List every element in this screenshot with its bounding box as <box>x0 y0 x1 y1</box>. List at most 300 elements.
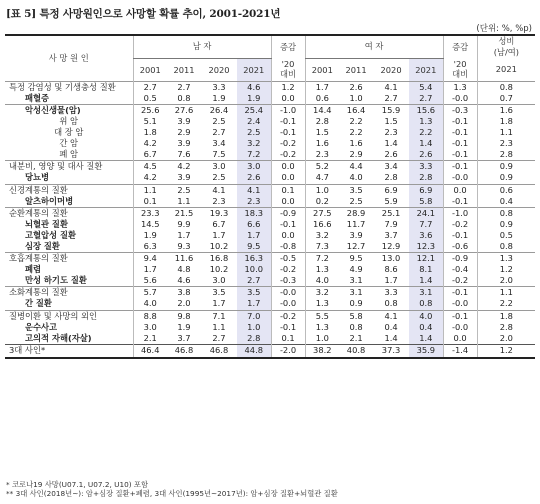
cell-female-2001: 0.2 <box>305 196 339 208</box>
cell-male-2001: 6.7 <box>133 149 167 161</box>
cell-female-diff: -0.1 <box>443 149 477 161</box>
cell-male-2020: 2.7 <box>212 332 226 343</box>
cell-sex-ratio-2021: 2.2 <box>477 298 535 310</box>
cell-female-diff: 1.3 <box>443 81 477 93</box>
cell-female-2001: 3.2 <box>305 287 339 299</box>
cell-female-2021: 24.1 <box>409 207 443 219</box>
cell-male-2011: 1.1 <box>177 195 191 206</box>
cell-female-2021: 15.6 <box>409 104 443 116</box>
cell-female-diff: -0.0 <box>443 172 477 184</box>
cell-male-diff: -0.2 <box>271 310 305 322</box>
cell-male-2001: 14.5 <box>133 219 167 230</box>
table-row <box>5 116 535 127</box>
cell-female-2020: 3.4 <box>373 161 409 173</box>
table-row <box>5 322 535 333</box>
cell-male-2021: 2.8 <box>237 333 271 345</box>
cell-male-2001: 1.1 <box>133 184 167 196</box>
cell-female-2021: 5.8 <box>409 196 443 208</box>
table-row <box>5 172 535 184</box>
cell-male-2020: 26.4 <box>201 104 237 116</box>
cell-male-2021: 7.2 <box>237 149 271 161</box>
cell-female-2001: 14.4 <box>305 104 339 116</box>
cell-female-2011: 4.4 <box>339 161 373 173</box>
cell-male-diff: 1.2 <box>271 81 305 93</box>
cell-female-2021: 1.3 <box>409 116 443 127</box>
cell-male-2001: 46.4 <box>133 344 167 358</box>
cause-label: 신경계통의 질환 <box>5 184 133 196</box>
cell-male-diff: -0.0 <box>271 287 305 299</box>
cell-sex-ratio-2021: 1.2 <box>477 344 535 358</box>
cell-male-2021: 16.3 <box>237 253 271 265</box>
cell-male-2011: 3.7 <box>177 332 191 343</box>
cell-female-2021: 2.8 <box>409 172 443 184</box>
table-row <box>5 93 535 105</box>
cell-female-diff: -0.9 <box>443 253 477 265</box>
table-row <box>5 253 535 265</box>
cell-male-diff: -2.0 <box>271 344 305 358</box>
table-row <box>5 287 535 299</box>
cell-female-2011: 0.9 <box>349 298 363 309</box>
cell-female-diff: 0.0 <box>443 333 477 345</box>
cell-female-2011: 16.4 <box>339 104 373 116</box>
cell-female-2011: 2.9 <box>349 149 363 160</box>
cell-male-diff: -1.0 <box>271 104 305 116</box>
gap-year: 2021 <box>477 58 535 81</box>
cell-male-diff: 0.0 <box>271 230 305 241</box>
cell-male-2011: 2.0 <box>177 298 191 309</box>
cell-male-2021: 1.7 <box>237 298 271 310</box>
cell-sex-ratio-2021: 1.1 <box>477 287 535 299</box>
cell-male-2020: 1.9 <box>212 92 226 103</box>
cause-label: 대 장 암 <box>54 127 84 138</box>
cell-female-diff: -0.0 <box>443 322 477 333</box>
cause-label: 패혈증 <box>25 92 50 103</box>
cell-female-2011: 40.8 <box>339 344 373 358</box>
cell-sex-ratio-2021: 0.6 <box>477 184 535 196</box>
cell-female-2020: 0.8 <box>384 298 398 309</box>
cell-female-2001: 27.5 <box>305 207 339 219</box>
cell-male-2020: 3.3 <box>201 81 237 93</box>
cell-female-2020: 1.4 <box>384 138 398 149</box>
cell-female-2001: 1.7 <box>305 81 339 93</box>
cell-male-2020: 2.5 <box>212 172 226 183</box>
cell-male-diff: 0.1 <box>271 333 305 345</box>
cause-label: 3대 사인* <box>5 344 133 358</box>
cell-sex-ratio-2021: 1.8 <box>477 116 535 127</box>
cell-female-2020: 4.1 <box>373 310 409 322</box>
cell-female-2020: 4.1 <box>373 81 409 93</box>
cell-female-diff: -0.1 <box>443 161 477 173</box>
cell-female-diff: -0.2 <box>443 275 477 287</box>
cell-male-diff: -0.2 <box>271 138 305 149</box>
cell-male-2011: 9.9 <box>177 218 191 229</box>
table-row <box>5 104 535 116</box>
cell-female-2021: 35.9 <box>409 344 443 358</box>
cell-male-2001: 5.6 <box>133 275 167 287</box>
cause-label: 폐 암 <box>59 149 79 160</box>
cell-male-2021: 2.7 <box>237 275 271 287</box>
cell-male-2021: 1.9 <box>237 93 271 105</box>
table-row <box>5 207 535 219</box>
cell-female-2001: 1.6 <box>305 138 339 149</box>
gap-header-line1: 성비 <box>498 36 515 46</box>
cell-male-2001: 2.1 <box>133 333 167 345</box>
cell-sex-ratio-2021: 2.0 <box>477 333 535 345</box>
cell-female-2001: 3.2 <box>305 230 339 241</box>
cell-male-2020: 4.1 <box>201 184 237 196</box>
table-row <box>5 241 535 253</box>
cell-sex-ratio-2021: 2.0 <box>477 275 535 287</box>
cell-male-diff: -0.1 <box>271 322 305 333</box>
cell-male-2020: 6.7 <box>212 218 226 229</box>
cell-female-2011: 3.9 <box>349 229 363 240</box>
cell-male-2021: 3.5 <box>237 287 271 299</box>
cell-male-2001: 25.6 <box>133 104 167 116</box>
cell-sex-ratio-2021: 2.8 <box>477 322 535 333</box>
cell-female-2011: 11.7 <box>346 218 366 229</box>
footnote-2: ** 3대 사인(2018년~): 암+심장 질환+폐렴, 3대 사인(1995년~2017년): 암+심장 질환+뇌혈관 질환 <box>6 489 338 498</box>
cell-male-2020: 3.0 <box>212 275 226 286</box>
cell-male-2001: 4.5 <box>133 161 167 173</box>
cell-male-diff: 0.0 <box>271 93 305 105</box>
cell-female-diff: -0.6 <box>443 241 477 253</box>
cell-male-diff: -0.5 <box>271 253 305 265</box>
cause-label: 특정 감염성 및 기생충성 질환 <box>5 81 133 93</box>
cell-male-2020: 1.1 <box>212 321 226 332</box>
cell-male-2001: 4.2 <box>133 172 167 184</box>
cell-female-2021: 0.8 <box>409 298 443 310</box>
cell-male-2020: 7.1 <box>201 310 237 322</box>
cell-male-2020: 10.2 <box>209 241 229 251</box>
cell-female-2021: 7.7 <box>409 219 443 230</box>
cause-label: 소화계통의 질환 <box>5 287 133 299</box>
cell-female-2001: 5.2 <box>305 161 339 173</box>
cell-male-2011: 4.2 <box>167 161 201 173</box>
cell-female-diff: -0.1 <box>443 127 477 138</box>
cell-female-2021: 1.4 <box>409 138 443 149</box>
cell-male-diff: -0.1 <box>271 219 305 230</box>
cell-female-2021: 1.4 <box>409 275 443 287</box>
cell-male-2020: 46.8 <box>201 344 237 358</box>
cell-female-2020: 15.9 <box>373 104 409 116</box>
female-diff-sub-line2: 대비 <box>452 69 469 80</box>
cell-male-2001: 1.8 <box>133 127 167 138</box>
gap-header <box>477 35 535 58</box>
cell-female-2020: 25.1 <box>373 207 409 219</box>
cell-male-diff: 0.0 <box>271 196 305 208</box>
cell-sex-ratio-2021: 1.3 <box>477 253 535 265</box>
death-probability-table <box>5 34 535 359</box>
male-diff-sub <box>271 58 305 81</box>
cell-male-2001: 8.8 <box>133 310 167 322</box>
cell-male-2011: 2.5 <box>167 184 201 196</box>
cell-female-2021: 5.4 <box>409 81 443 93</box>
cell-male-2021: 7.0 <box>237 310 271 322</box>
cell-female-2021: 3.6 <box>409 230 443 241</box>
cell-male-2011: 4.8 <box>177 264 191 275</box>
cell-female-diff: -0.1 <box>443 287 477 299</box>
table-row <box>5 81 535 93</box>
cell-female-2021: 3.1 <box>409 287 443 299</box>
cell-male-2011: 0.8 <box>177 92 191 103</box>
cell-male-2001: 5.7 <box>133 287 167 299</box>
table-row <box>5 196 535 208</box>
cell-male-2021: 1.7 <box>237 230 271 241</box>
cell-male-2021: 44.8 <box>237 344 271 358</box>
cause-label: 당뇨병 <box>25 172 50 183</box>
cell-female-diff: -0.1 <box>443 230 477 241</box>
cell-female-diff: -0.1 <box>443 196 477 208</box>
cell-male-2011: 4.6 <box>177 275 191 286</box>
cell-female-2011: 5.8 <box>339 310 373 322</box>
cell-male-2021: 2.6 <box>237 172 271 184</box>
cause-label: 고의적 자해(자살) <box>25 332 92 343</box>
cell-male-2021: 2.5 <box>237 127 271 138</box>
cell-female-diff: -0.4 <box>443 264 477 275</box>
table-row <box>5 310 535 322</box>
table-row <box>5 161 535 173</box>
cell-male-2011: 3.9 <box>177 138 191 149</box>
cell-male-2011: 21.5 <box>167 207 201 219</box>
cell-female-diff: 0.0 <box>443 184 477 196</box>
cell-sex-ratio-2021: 0.9 <box>477 219 535 230</box>
cell-female-2001: 5.5 <box>305 310 339 322</box>
cell-female-2020: 37.3 <box>373 344 409 358</box>
cell-male-2011: 2.9 <box>177 127 191 138</box>
cell-female-diff: -0.1 <box>443 116 477 127</box>
cell-sex-ratio-2021: 0.9 <box>477 161 535 173</box>
cell-female-diff: -0.0 <box>443 298 477 310</box>
cell-male-2001: 1.7 <box>133 264 167 275</box>
cell-male-2020: 19.3 <box>201 207 237 219</box>
cell-female-2021: 0.4 <box>409 322 443 333</box>
cell-male-2001: 5.1 <box>133 116 167 127</box>
table-body <box>5 81 535 358</box>
table-row <box>5 184 535 196</box>
cell-male-2020: 3.5 <box>201 287 237 299</box>
cell-male-2020: 7.5 <box>212 149 226 160</box>
cell-male-2021: 3.0 <box>237 161 271 173</box>
cell-male-2011: 3.9 <box>177 172 191 183</box>
cause-label: 질병이환 및 사망의 외인 <box>5 310 133 322</box>
cell-sex-ratio-2021: 1.8 <box>477 310 535 322</box>
cell-sex-ratio-2021: 0.8 <box>477 207 535 219</box>
cell-male-diff: -0.9 <box>271 207 305 219</box>
male-diff-sub-line2: 대비 <box>280 69 297 80</box>
cause-label: 순환계통의 질환 <box>5 207 133 219</box>
cell-male-diff: -0.1 <box>271 127 305 138</box>
cell-male-2011: 2.7 <box>167 81 201 93</box>
cell-male-2001: 0.5 <box>133 93 167 105</box>
cell-male-2011: 9.3 <box>177 241 191 251</box>
cell-female-2021: 3.3 <box>409 161 443 173</box>
cell-female-2011: 28.9 <box>339 207 373 219</box>
cell-male-2011: 11.6 <box>167 253 201 265</box>
cell-female-2001: 2.8 <box>305 116 339 127</box>
cell-female-2020: 6.9 <box>373 184 409 196</box>
cell-male-2021: 1.0 <box>237 322 271 333</box>
male-diff-header: 증감 <box>271 35 305 58</box>
cell-female-2011: 2.1 <box>349 332 363 343</box>
cell-female-2011: 2.2 <box>349 115 363 126</box>
cell-female-2001: 1.3 <box>305 264 339 275</box>
cell-female-diff: -0.0 <box>443 93 477 105</box>
cell-male-2011: 1.7 <box>177 229 191 240</box>
cell-male-2001: 4.2 <box>133 138 167 149</box>
cell-male-2020: 1.7 <box>212 298 226 309</box>
cell-male-2020: 2.3 <box>212 195 226 206</box>
cell-female-2011: 2.6 <box>339 81 373 93</box>
cell-female-2011: 1.0 <box>349 92 363 103</box>
cause-label: 운수사고 <box>25 321 58 332</box>
footnote-1: * 코로나19 사망(U07.1, U07.2, U10) 포함 <box>6 480 149 489</box>
cell-female-2011: 9.5 <box>339 253 373 265</box>
male-header: 남 자 <box>133 35 271 58</box>
cell-female-diff: -0.1 <box>443 310 477 322</box>
cell-female-2020: 1.5 <box>384 115 398 126</box>
cell-male-2001: 3.0 <box>133 322 167 333</box>
cell-female-2021: 6.9 <box>409 184 443 196</box>
cell-female-2001: 7.3 <box>305 241 339 253</box>
cell-male-2021: 18.3 <box>237 207 271 219</box>
female-year-2001: 2001 <box>305 58 339 81</box>
cell-female-2011: 2.5 <box>349 195 363 206</box>
cell-female-2021: 12.3 <box>409 241 443 253</box>
cell-female-2011: 4.9 <box>349 264 363 275</box>
cell-female-2001: 1.3 <box>305 322 339 333</box>
table-row <box>5 138 535 149</box>
cause-label: 뇌혈관 질환 <box>25 218 68 229</box>
cell-male-2021: 10.0 <box>237 264 271 275</box>
cell-male-diff: 0.1 <box>271 184 305 196</box>
cell-female-diff: -0.2 <box>443 219 477 230</box>
cause-header: 사 망 원 인 <box>5 35 133 81</box>
footnotes <box>6 480 338 498</box>
cell-sex-ratio-2021: 0.7 <box>477 93 535 105</box>
cell-male-2011: 9.8 <box>167 310 201 322</box>
cell-female-2020: 7.9 <box>384 218 398 229</box>
female-diff-sub <box>443 58 477 81</box>
cell-sex-ratio-2021: 0.9 <box>477 172 535 184</box>
cell-female-2011: 3.1 <box>339 287 373 299</box>
cause-label: 폐렴 <box>25 264 42 275</box>
cause-label: 알츠하이머병 <box>25 195 74 206</box>
cell-female-2020: 2.7 <box>384 92 398 103</box>
cell-male-2021: 6.6 <box>237 219 271 230</box>
cell-male-2001: 23.3 <box>133 207 167 219</box>
female-diff-header: 증감 <box>443 35 477 58</box>
cell-female-diff: -0.3 <box>443 104 477 116</box>
cell-male-2001: 2.7 <box>133 81 167 93</box>
cause-label: 만성 하기도 질환 <box>25 275 87 286</box>
cell-sex-ratio-2021: 0.4 <box>477 196 535 208</box>
cell-male-2021: 9.5 <box>237 241 271 253</box>
male-diff-sub-line1: '20 <box>281 59 295 70</box>
cell-female-2001: 4.0 <box>305 275 339 287</box>
table-row <box>5 264 535 275</box>
cause-label: 위 암 <box>59 115 79 126</box>
female-year-2020: 2020 <box>380 64 402 75</box>
male-year-2020: 2020 <box>208 64 230 75</box>
cause-label: 심장 질환 <box>25 241 60 251</box>
cell-male-diff: 0.0 <box>271 161 305 173</box>
cell-sex-ratio-2021: 1.6 <box>477 104 535 116</box>
male-year-2011: 2011 <box>173 64 195 75</box>
cell-female-2020: 3.7 <box>384 229 398 240</box>
cell-male-2021: 25.4 <box>237 104 271 116</box>
table-row <box>5 149 535 161</box>
cell-male-2020: 2.7 <box>212 127 226 138</box>
cell-female-2021: 8.1 <box>409 264 443 275</box>
cell-male-diff: -0.2 <box>271 149 305 161</box>
table-row <box>5 127 535 138</box>
cell-female-2001: 16.6 <box>305 219 339 230</box>
cell-male-2011: 3.8 <box>167 287 201 299</box>
cell-female-2001: 1.3 <box>305 298 339 310</box>
cell-female-diff: -1.0 <box>443 207 477 219</box>
cell-female-2001: 2.3 <box>305 149 339 161</box>
unit-label: (단위: %, %p) <box>476 24 532 34</box>
cell-male-2021: 4.1 <box>237 184 271 196</box>
cell-male-diff: 0.0 <box>271 172 305 184</box>
cell-sex-ratio-2021: 0.5 <box>477 230 535 241</box>
cell-female-2020: 1.7 <box>384 275 398 286</box>
cell-female-2001: 1.5 <box>305 127 339 138</box>
cell-male-2021: 2.3 <box>237 196 271 208</box>
cell-male-2001: 6.3 <box>133 241 167 253</box>
cell-female-2021: 4.0 <box>409 310 443 322</box>
cell-female-2021: 2.2 <box>409 127 443 138</box>
cell-female-diff: -1.4 <box>443 344 477 358</box>
cell-female-2001: 38.2 <box>305 344 339 358</box>
cell-male-2020: 3.0 <box>201 161 237 173</box>
cell-female-2020: 13.0 <box>373 253 409 265</box>
cell-male-2001: 9.4 <box>133 253 167 265</box>
cell-sex-ratio-2021: 2.3 <box>477 138 535 149</box>
cell-female-2020: 1.4 <box>384 332 398 343</box>
female-year-2021: 2021 <box>409 58 443 81</box>
table-row <box>5 344 535 358</box>
female-header: 여 자 <box>305 35 443 58</box>
cell-male-2001: 0.1 <box>133 196 167 208</box>
cell-female-2011: 2.2 <box>349 127 363 138</box>
cell-male-2020: 3.4 <box>212 138 226 149</box>
cell-female-2001: 0.6 <box>305 93 339 105</box>
cell-female-2011: 0.8 <box>349 321 363 332</box>
female-year-2011: 2011 <box>345 64 367 75</box>
cell-female-2020: 2.6 <box>384 149 398 160</box>
cell-male-2011: 46.8 <box>167 344 201 358</box>
cell-male-2011: 3.9 <box>177 115 191 126</box>
cell-sex-ratio-2021: 1.2 <box>477 264 535 275</box>
cell-female-2021: 2.7 <box>409 93 443 105</box>
cell-female-2011: 12.7 <box>346 241 366 251</box>
female-diff-sub-line1: '20 <box>453 59 467 70</box>
table-row <box>5 333 535 345</box>
cell-sex-ratio-2021: 1.1 <box>477 127 535 138</box>
cell-female-2020: 8.6 <box>384 264 398 275</box>
cell-female-2011: 3.5 <box>339 184 373 196</box>
cell-sex-ratio-2021: 2.8 <box>477 149 535 161</box>
cause-label: 간 암 <box>59 138 79 149</box>
cell-male-2021: 2.4 <box>237 116 271 127</box>
cause-label: 호흡계통의 질환 <box>5 253 133 265</box>
cell-male-diff: -0.3 <box>271 275 305 287</box>
cell-female-2011: 4.0 <box>349 172 363 183</box>
cell-male-2021: 4.6 <box>237 81 271 93</box>
cell-female-2001: 4.7 <box>305 172 339 184</box>
cell-female-2011: 1.6 <box>349 138 363 149</box>
